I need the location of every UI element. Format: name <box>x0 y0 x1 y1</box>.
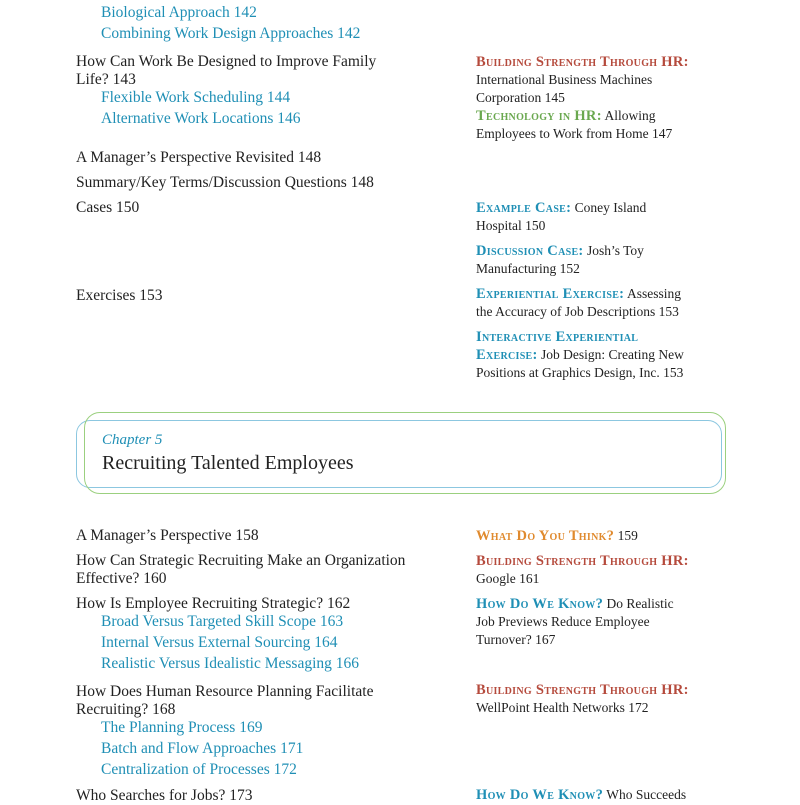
toc-subentry[interactable]: Batch and Flow Approaches 171 <box>101 740 304 757</box>
feature-text: Positions at Graphics Design, Inc. 153 <box>476 365 684 380</box>
feature-text: Manufacturing 152 <box>476 261 580 276</box>
feature-line <box>476 346 684 364</box>
toc-subentry[interactable]: Alternative Work Locations 146 <box>101 110 301 127</box>
toc-entry-strategic-line1[interactable]: How Can Strategic Recruiting Make an Organization <box>76 552 406 569</box>
toc-entry-exercises[interactable]: Exercises 153 <box>76 287 163 304</box>
feature-label: Exercise: <box>476 347 538 363</box>
feature-label: How Do We Know? <box>476 787 604 803</box>
toc-entry-summary[interactable]: Summary/Key Terms/Discussion Questions 148 <box>76 174 374 191</box>
toc-subentry[interactable]: The Planning Process 169 <box>101 719 263 736</box>
feature-text: 159 <box>614 528 638 543</box>
feature-text: International Business Machines <box>476 72 653 87</box>
feature-text: WellPoint Health Networks 172 <box>476 700 649 715</box>
feature-label: Building Strength Through HR: <box>476 553 689 569</box>
toc-subentry[interactable]: Flexible Work Scheduling 144 <box>101 89 291 106</box>
feature-label: How Do We Know? <box>476 596 604 612</box>
feature-how-do-we-know[interactable] <box>476 595 674 613</box>
feature-text: Josh’s Toy <box>583 243 644 258</box>
feature-text: Hospital 150 <box>476 218 546 233</box>
toc-subentry[interactable]: Biological Approach 142 <box>101 4 257 21</box>
toc-entry-cases[interactable]: Cases 150 <box>76 199 140 216</box>
feature-text: Employees to Work from Home 147 <box>476 126 673 141</box>
feature-bsthr-google[interactable] <box>476 552 689 570</box>
feature-text: the Accuracy of Job Descriptions 153 <box>476 304 679 319</box>
feature-label: Building Strength Through HR: <box>476 54 689 70</box>
feature-label: What Do You Think? <box>476 528 615 544</box>
chapter-title[interactable]: Recruiting Talented Employees <box>102 452 354 474</box>
toc-entry-manager-revisited[interactable]: A Manager’s Perspective Revisited 148 <box>76 149 322 166</box>
feature-text: Job Design: Creating New <box>537 347 684 362</box>
feature-text: Job Previews Reduce Employee <box>476 614 650 629</box>
toc-subentry[interactable]: Combining Work Design Approaches 142 <box>101 25 361 42</box>
feature-label: Technology in HR: <box>476 108 602 124</box>
toc-subentry[interactable]: Broad Versus Targeted Skill Scope 163 <box>101 613 344 630</box>
feature-technology[interactable] <box>476 107 655 125</box>
feature-example-case[interactable] <box>476 199 646 217</box>
feature-interactive-exercise[interactable] <box>476 328 638 346</box>
toc-entry-family-line2[interactable]: Life? 143 <box>76 71 136 88</box>
toc-entry-hrp-line1[interactable]: How Does Human Resource Planning Facilitate <box>76 683 374 700</box>
toc-entry-who-searches[interactable]: Who Searches for Jobs? 173 <box>76 787 253 804</box>
toc-subentry[interactable]: Internal Versus External Sourcing 164 <box>101 634 338 651</box>
feature-how-do-we-know[interactable] <box>476 786 686 804</box>
toc-entry-family-line1[interactable]: How Can Work Be Designed to Improve Family <box>76 53 377 70</box>
feature-text: Who Succeeds <box>603 787 687 802</box>
feature-label: Interactive Experiential <box>476 329 639 345</box>
feature-text: Turnover? 167 <box>476 632 556 647</box>
feature-bsthr-ibm[interactable] <box>476 53 689 71</box>
feature-text: Google 161 <box>476 571 540 586</box>
feature-text: Assessing <box>624 286 681 301</box>
feature-label: Building Strength Through HR: <box>476 682 689 698</box>
toc-entry-strategic-line2[interactable]: Effective? 160 <box>76 570 167 587</box>
toc-entry-manager[interactable]: A Manager’s Perspective 158 <box>76 527 259 544</box>
toc-subentry[interactable]: Centralization of Processes 172 <box>101 761 297 778</box>
feature-label: Discussion Case: <box>476 243 584 259</box>
feature-bsthr-wellpoint[interactable] <box>476 681 689 699</box>
feature-label: Experiential Exercise: <box>476 286 625 302</box>
feature-label: Example Case: <box>476 200 572 216</box>
feature-discussion-case[interactable] <box>476 242 644 260</box>
toc-entry-how-strategic[interactable]: How Is Employee Recruiting Strategic? 162 <box>76 595 351 612</box>
feature-text: Allowing <box>601 108 656 123</box>
chapter-number: Chapter 5 <box>102 432 163 448</box>
toc-subentry[interactable]: Realistic Versus Idealistic Messaging 166 <box>101 655 360 672</box>
feature-text: Do Realistic <box>603 596 674 611</box>
feature-text: Coney Island <box>571 200 647 215</box>
feature-text: Corporation 145 <box>476 90 565 105</box>
feature-what-do-you-think[interactable] <box>476 527 638 545</box>
feature-experiential-exercise[interactable] <box>476 285 681 303</box>
toc-entry-hrp-line2[interactable]: Recruiting? 168 <box>76 701 176 718</box>
